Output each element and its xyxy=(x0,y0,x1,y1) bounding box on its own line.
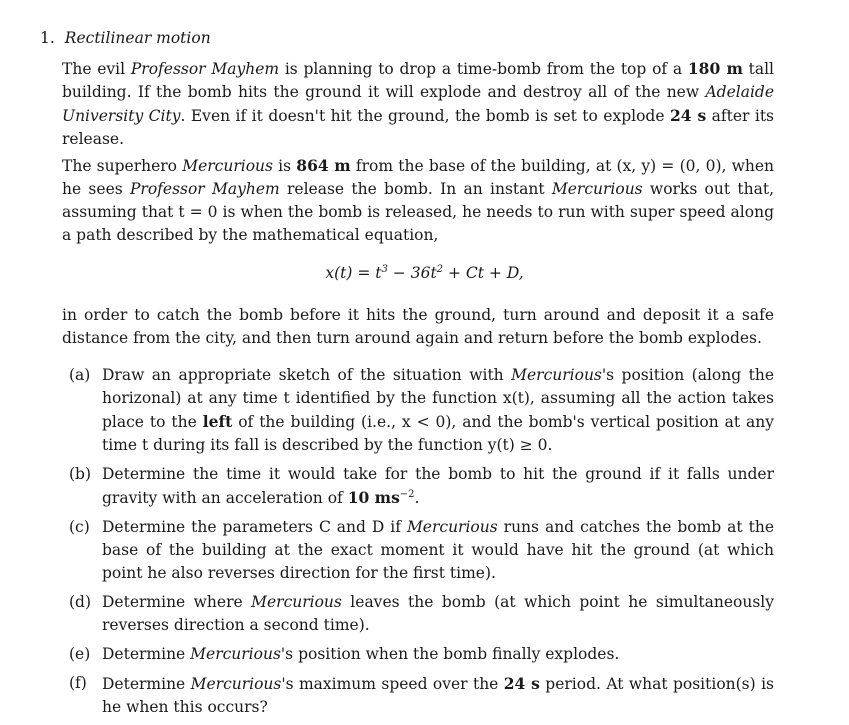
hero-name: Mercurious xyxy=(406,518,498,536)
text: Determine the time it would take for the bomb to hit the ground if it falls under gravity with an acceleration of xyxy=(102,465,774,507)
part-c xyxy=(69,516,774,585)
text: The superhero xyxy=(62,157,183,175)
text: 's maximum speed over the xyxy=(281,675,504,693)
problem-number: 1. xyxy=(40,29,55,47)
eq-rhs: + Ct + D, xyxy=(443,264,524,282)
part-text xyxy=(102,516,774,585)
intro-paragraph xyxy=(62,57,774,151)
accel-exponent: −2 xyxy=(399,488,415,500)
text: works out that, assuming that t = 0 is when the bomb is released, he needs to run with super speed along a path described by the mathematical equation, xyxy=(62,180,774,244)
eq-lhs: x(t) = t xyxy=(325,264,382,282)
problem-title: Rectilinear motion xyxy=(64,29,211,47)
part-e xyxy=(69,643,774,666)
text: The evil xyxy=(62,60,131,78)
part-text xyxy=(102,672,774,719)
part-text xyxy=(102,463,774,510)
city-name: Adelaide University City xyxy=(62,83,774,125)
direction-left: left xyxy=(202,412,233,431)
text: is planning to drop a time-bomb from the top of a xyxy=(279,60,688,78)
text: runs and catches the bomb at the base of the building at the exact moment it would have hit the ground (at which point he also reverses direction for the first time). xyxy=(102,518,774,582)
problem-heading xyxy=(40,27,211,50)
part-label: (f) xyxy=(69,674,87,692)
eq-exp-3: 3 xyxy=(381,263,388,275)
part-text xyxy=(102,364,774,457)
part-label: (e) xyxy=(69,645,91,663)
text: Determine xyxy=(102,675,191,693)
part-label: (c) xyxy=(69,518,90,536)
objective-paragraph: in order to catch the bomb before it hits the ground, turn around and deposit it a safe distance from the city, and then turn around again and return before the bomb explodes. xyxy=(62,306,774,347)
setup-paragraph xyxy=(62,154,774,247)
text: is xyxy=(272,157,297,175)
part-label: (d) xyxy=(69,593,92,611)
part-b xyxy=(69,463,774,510)
part-text xyxy=(102,643,774,666)
part-a xyxy=(69,364,774,457)
text: . xyxy=(414,489,420,507)
text: Draw an appropriate sketch of the situation with xyxy=(102,366,512,384)
hero-name: Mercurious xyxy=(511,366,602,384)
eq-exp-2: 2 xyxy=(436,263,444,275)
text: of the building (i.e., x < 0), and the bomb's vertical position at any time t during its fall is described by the function y(t) ≥ 0. xyxy=(102,413,774,454)
villain-name: Professor Mayhem xyxy=(130,60,280,78)
part-text xyxy=(102,591,774,637)
hero-name: Mercurious xyxy=(551,180,643,198)
villain-name: Professor Mayhem xyxy=(129,180,280,198)
part-d xyxy=(69,591,774,637)
text: period. At what position(s) is he when this occurs? xyxy=(102,675,774,716)
hero-name: Mercurious xyxy=(190,645,281,663)
text: . Even if it doesn't hit the ground, the bomb is set to explode xyxy=(180,107,670,125)
text: from the base of the building, at (x, y) = (0, 0), when he sees xyxy=(62,157,775,198)
hero-name: Mercurious xyxy=(182,157,273,175)
text: Determine where xyxy=(102,593,252,611)
part-label: (a) xyxy=(69,366,91,384)
part-f xyxy=(69,672,774,719)
text: tall building. If the bomb hits the ground it will explode and destroy all of the new xyxy=(62,60,775,101)
text: after its release. xyxy=(62,107,775,148)
text: Determine xyxy=(102,645,191,663)
hero-name: Mercurious xyxy=(251,593,342,611)
text: 's position (along the horizonal) at any time t identified by the function x(t), assuming all the action takes place to the xyxy=(102,366,774,431)
eq-mid: − 36t xyxy=(387,264,437,282)
hero-distance: 864 m xyxy=(296,156,351,175)
text: release the bomb. In an instant xyxy=(279,180,552,198)
text: leaves the bomb (at which point he simultaneously reverses direction a second time). xyxy=(102,593,774,634)
time-period: 24 s xyxy=(503,674,540,693)
text: Determine the parameters C and D if xyxy=(102,518,407,536)
sub-questions xyxy=(69,364,774,725)
text: 's position when the bomb finally explodes. xyxy=(280,645,620,663)
part-label: (b) xyxy=(69,465,92,483)
building-height: 180 m xyxy=(687,59,743,78)
fuse-time: 24 s xyxy=(669,106,707,125)
gravity-accel: 10 ms xyxy=(347,488,400,507)
motion-equation xyxy=(0,262,849,285)
hero-name: Mercurious xyxy=(190,675,282,693)
